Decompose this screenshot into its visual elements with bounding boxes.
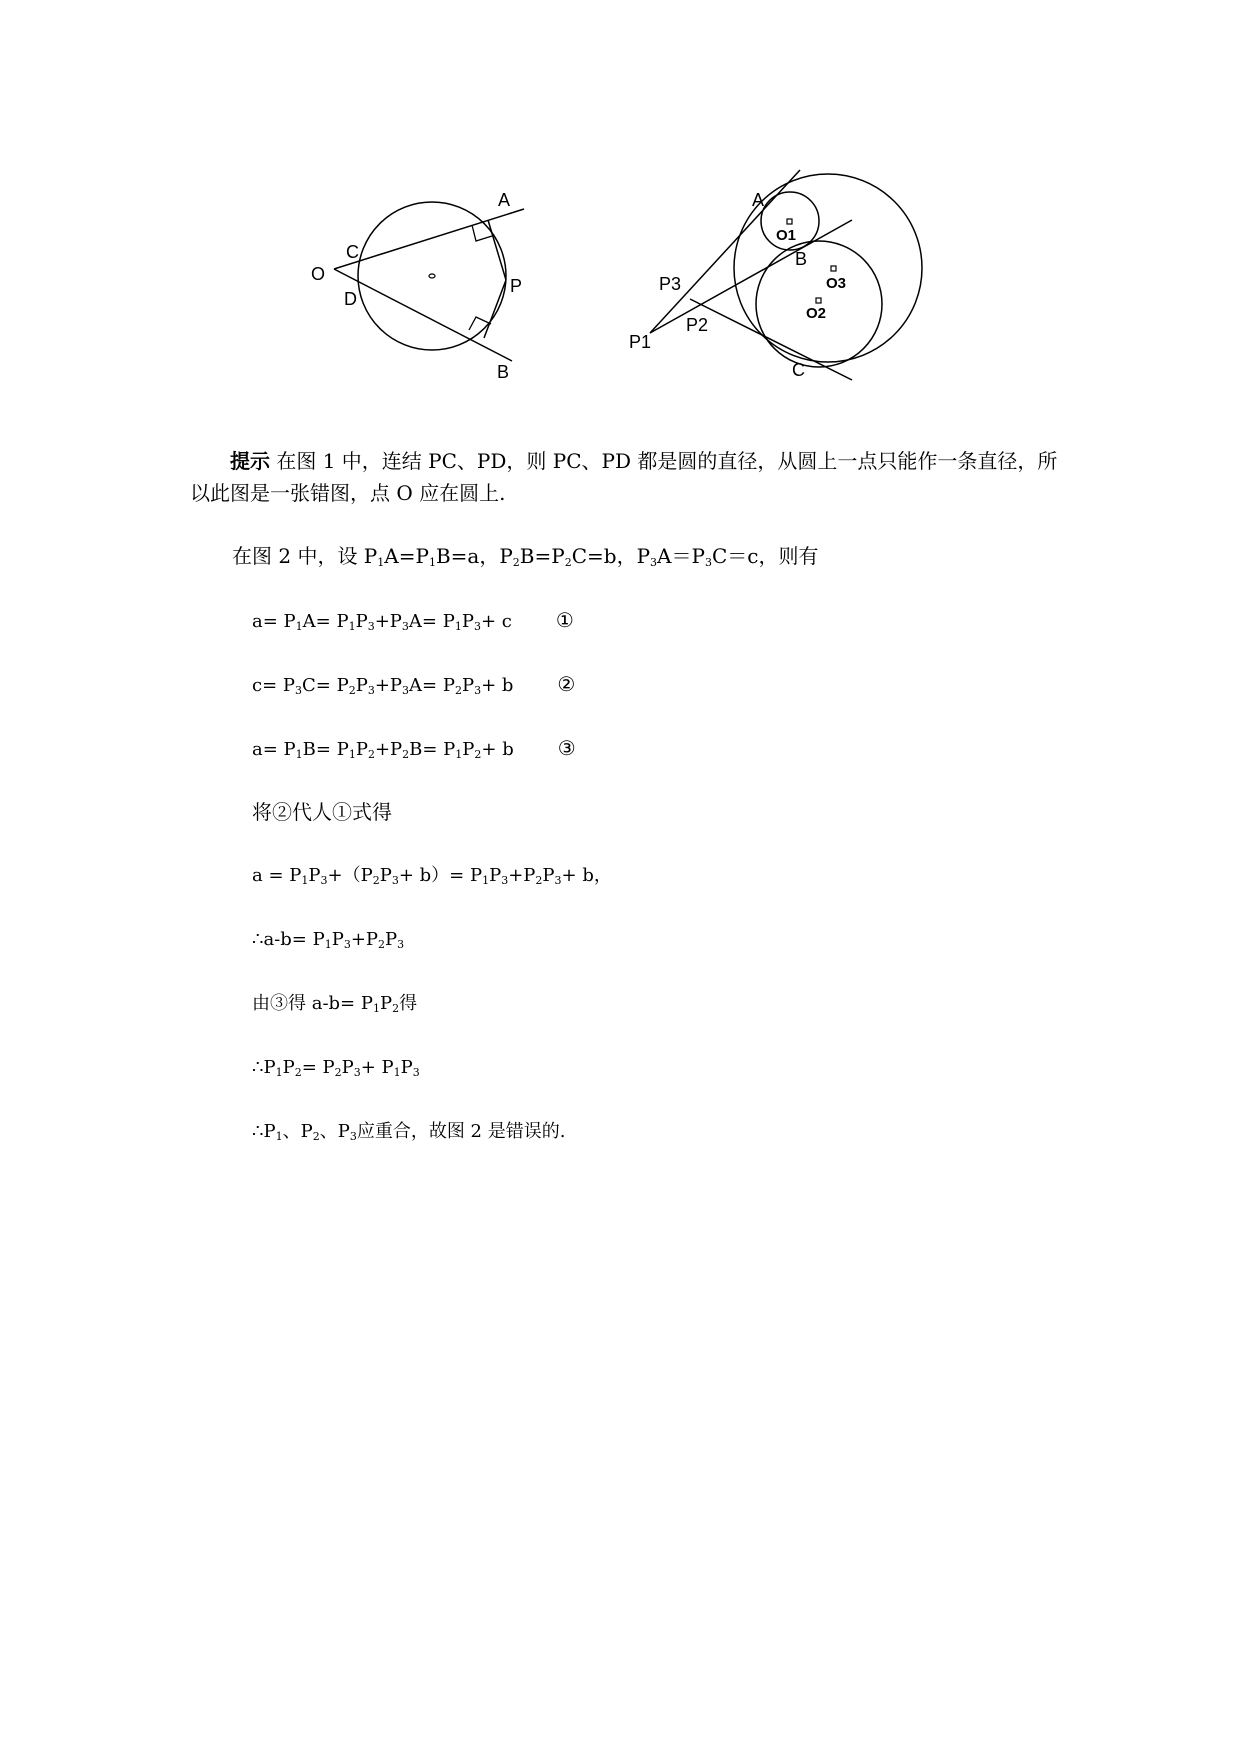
label-b: B (497, 362, 510, 380)
center-o3-mark (831, 266, 836, 271)
circle-1 (358, 202, 506, 350)
tangent-p1a (650, 170, 800, 333)
label-c: C (346, 242, 359, 262)
secant-ob (334, 269, 512, 361)
hint-label: 提示 (230, 449, 270, 473)
tangent-p3c (690, 299, 852, 380)
center-o2-mark (816, 298, 821, 303)
label-p3: P3 (659, 274, 682, 294)
right-angle-a (472, 225, 492, 241)
label-a: A (752, 190, 765, 210)
figure-1 (300, 180, 560, 380)
label-p2: P2 (686, 315, 709, 335)
setup-line: 在图 2 中，设 $P_1A=P_1B=a$，$P_2B=P_2C=b$，$P_3A=P_3C=c$，则有 (232, 544, 819, 569)
label-o2: O2 (806, 305, 827, 322)
label-o3: O3 (826, 275, 847, 292)
equation-tag-1: ① (555, 608, 574, 632)
equation-7: $\therefore P_1P_2= P_2P_3+ P_1P_3$ (252, 1057, 420, 1079)
circle-o2 (756, 241, 882, 367)
label-p: P (510, 276, 523, 296)
equation-tag-2: ② (557, 672, 576, 696)
segment-pb (484, 280, 506, 338)
equation-3: $a= P_1B= P_1P_2+P_2B= P_1P_2+ b$ ③ (252, 732, 576, 766)
label-c: C (792, 360, 805, 380)
equation-1: $a= P_1A= P_1P_3+P_3A= P_1P_3+ c$ ① (252, 604, 574, 638)
hint-text: 在图 1 中，连结 PC、PD，则 PC、PD 都是圆的直径，从圆上一点只能作一条直径，所以此图是一张错图，点 O 应在圆上. (190, 449, 1058, 505)
hint-paragraph (190, 445, 1070, 509)
conclusion-line: $\therefore P_1$、$P_2$、$P_3$应重合，故图 2 是错误的. (252, 1121, 566, 1143)
label-p1: P1 (629, 332, 652, 352)
label-a: A (498, 190, 511, 210)
equation-5: ∴a-b= $P_1P_3+P_2P_3$ (252, 929, 405, 951)
figure-2 (620, 160, 940, 390)
label-d: D (344, 289, 357, 309)
label-b: B (795, 249, 808, 269)
segment-pa (488, 220, 506, 280)
center-o1-mark (787, 219, 792, 224)
equation-2: $c= P_3C= P_2P_3+P_3A= P_2P_3+ b$ ② (252, 668, 575, 702)
substitution-text: 将②代人①式得 (252, 800, 392, 824)
label-o1: O1 (776, 227, 797, 244)
center-dot (429, 274, 435, 278)
equation-tag-3: ③ (557, 736, 576, 760)
label-o: O (311, 264, 326, 284)
equation-4: $a = P_1P_3+(P_2P_3+ b)= P_1P_3+P_2P_3+ b$， (252, 865, 612, 887)
equation-6: 由③得 $a-b= P_1P_2$得 (252, 993, 418, 1015)
